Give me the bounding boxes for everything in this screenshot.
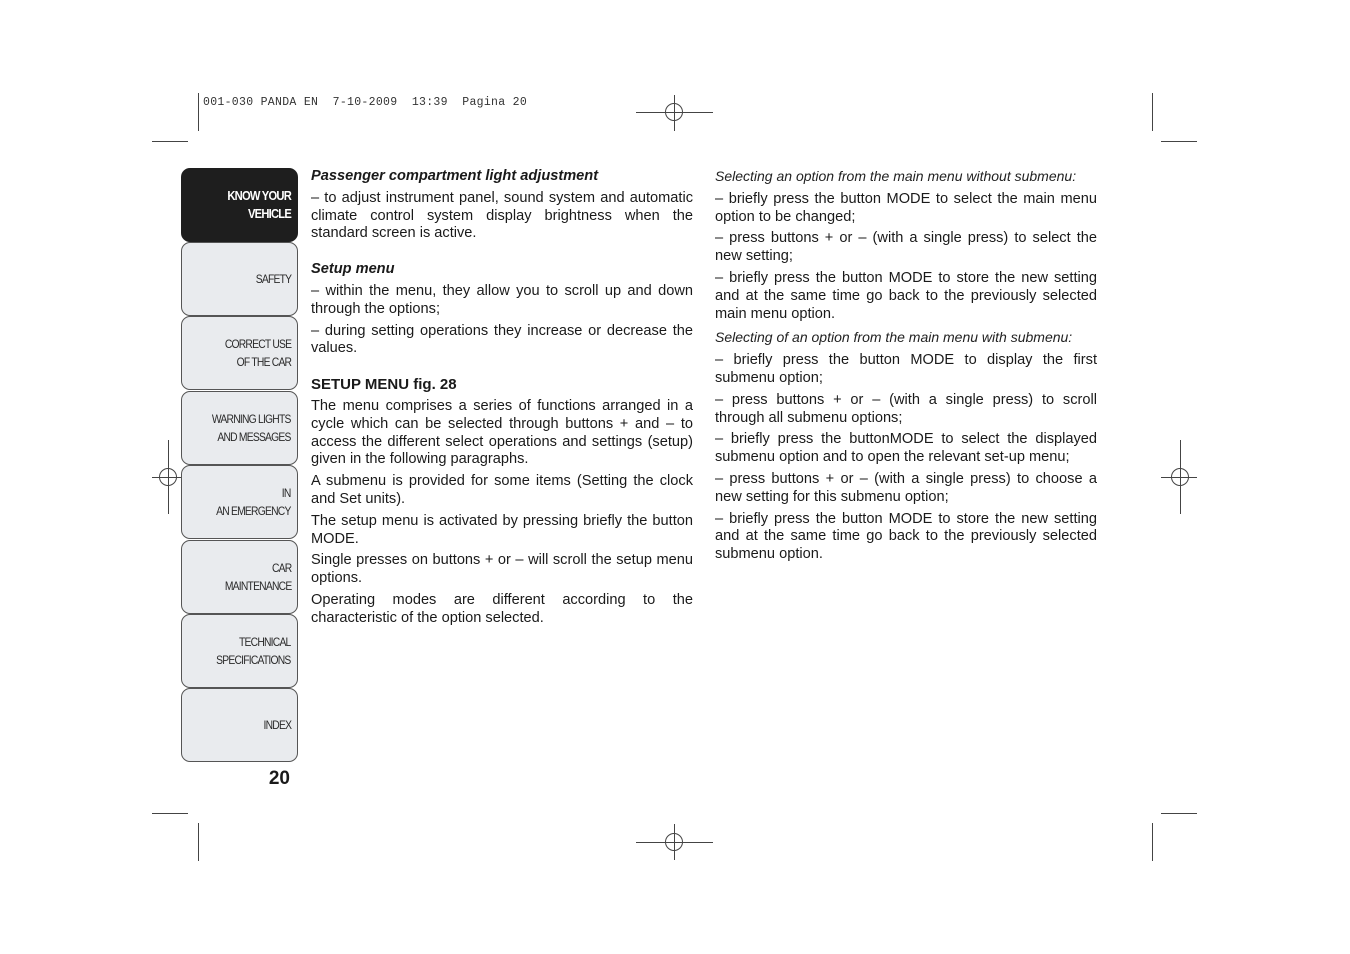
print-slug: 001-030 PANDA EN 7-10-2009 13:39 Pagina 20 — [203, 96, 528, 109]
crop-mark — [1161, 141, 1197, 142]
tab-label: CAR MAINTENANCE — [224, 561, 291, 593]
paragraph: – briefly press the button MODE to store the new setting and at the same time go back to the previously selected main menu option. — [715, 269, 1097, 322]
paragraph: – press buttons + or – (with a single press) to scroll through all submenu options; — [715, 391, 1097, 426]
crop-mark — [152, 141, 188, 142]
tab-car-maintenance[interactable] — [181, 540, 298, 614]
left-column — [311, 168, 693, 632]
tab-correct-use[interactable] — [181, 316, 298, 390]
tab-in-an-emergency[interactable] — [181, 465, 298, 539]
page-number: 20 — [268, 768, 290, 789]
crop-mark — [1152, 93, 1153, 131]
paragraph: – to adjust instrument panel, sound system and automatic climate control system display brightness when the standard screen is active. — [311, 189, 693, 242]
tab-index[interactable] — [181, 688, 298, 762]
tab-label: IN AN EMERGENCY — [216, 486, 291, 518]
paragraph: A submenu is provided for some items (Setting the clock and Set units). — [311, 473, 693, 507]
crop-mark — [152, 813, 188, 814]
subheading-without-submenu: Selecting an option from the main menu without submenu: — [715, 168, 1077, 184]
paragraph: Single presses on buttons + or – will scroll the setup menu options. — [311, 552, 693, 587]
heading-setup-menu: SETUP MENU fig. 28 — [311, 376, 457, 394]
paragraph: The menu comprises a series of functions arranged in a cycle which can be selected through buttons + and – to access the different select operations and settings (setup) given in the following paragraphs. — [311, 397, 693, 468]
paragraph: The setup menu is activated by pressing briefly the button MODE. — [311, 512, 693, 547]
crop-mark — [198, 93, 199, 131]
right-column — [715, 168, 1097, 568]
paragraph: – during setting operations they increase or decrease the values. — [311, 322, 693, 357]
tab-label: INDEX — [263, 718, 291, 732]
crop-mark — [198, 823, 199, 861]
heading-setup-menu-italic: Setup menu — [311, 261, 395, 278]
tab-label: SAFETY — [255, 272, 291, 286]
paragraph: – briefly press the button MODE to select the main menu option to be changed; — [715, 190, 1097, 225]
paragraph: – within the menu, they allow you to scroll up and down through the options; — [311, 282, 693, 317]
tab-label: CORRECT USE OF THE CAR — [224, 337, 291, 369]
tab-warning-lights[interactable] — [181, 391, 298, 465]
paragraph: – briefly press the button MODE to store the new setting and at the same time go back to the previously selected submenu option. — [715, 510, 1097, 563]
tab-label: TECHNICAL SPECIFICATIONS — [216, 635, 291, 667]
tab-safety[interactable] — [181, 242, 298, 316]
crop-mark — [1161, 813, 1197, 814]
tab-know-your-vehicle[interactable] — [181, 168, 298, 242]
heading-light-adjustment: Passenger compartment light adjustment — [311, 168, 599, 184]
crop-mark — [1152, 823, 1153, 861]
subheading-with-submenu: Selecting of an option from the main menu with submenu: — [715, 329, 1073, 346]
tab-technical-specifications[interactable] — [181, 614, 298, 688]
paragraph: Operating modes are different according to the characteristic of the option selected. — [311, 591, 693, 626]
paragraph: – press buttons + or – (with a single press) to select the new setting; — [715, 230, 1097, 265]
paragraph: – press buttons + or – (with a single press) to choose a new setting for this submenu option; — [715, 470, 1097, 505]
paragraph: – briefly press the buttonMODE to select the displayed submenu option and to open the relevant set-up menu; — [715, 431, 1097, 466]
tab-label: WARNING LIGHTS AND MESSAGES — [212, 412, 291, 444]
tab-label: KNOW YOUR VEHICLE — [227, 188, 291, 221]
paragraph: – briefly press the button MODE to display the first submenu option; — [715, 352, 1097, 386]
